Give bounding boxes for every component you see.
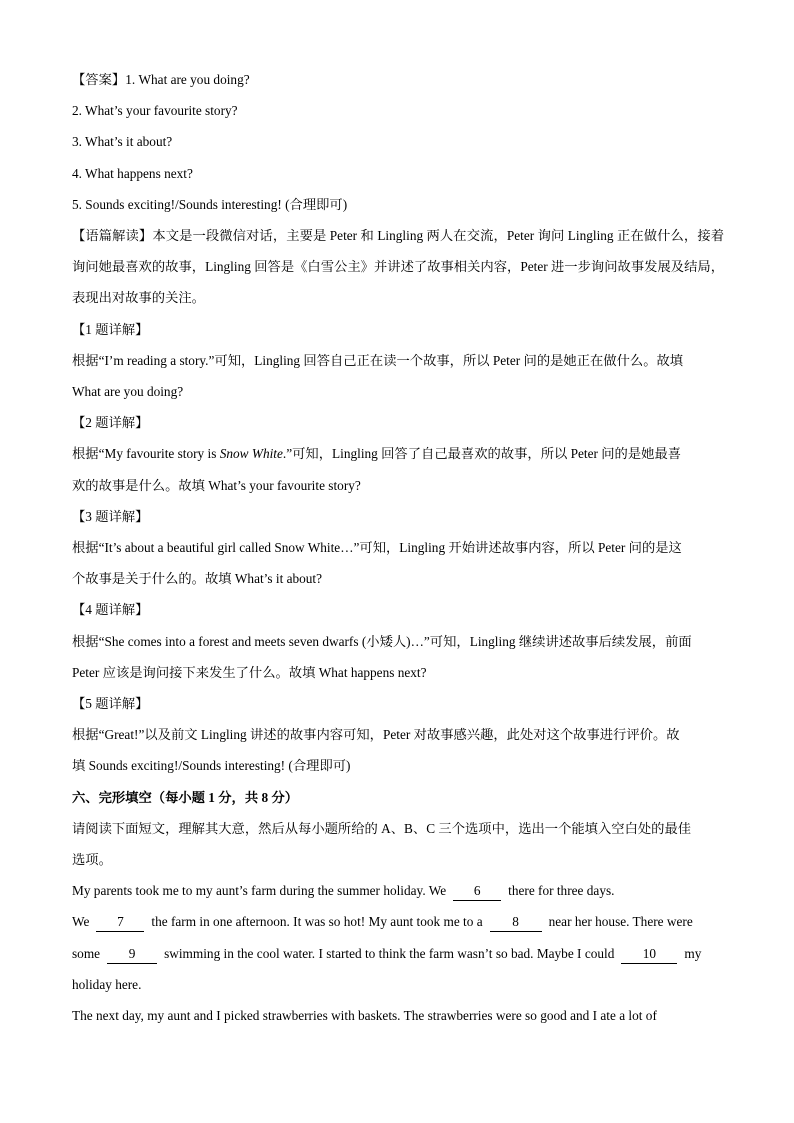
detail-3-heading: 【3 题详解】 (72, 508, 149, 524)
detail-4-heading: 【4 题详解】 (72, 602, 149, 618)
passage-line-2 (72, 906, 724, 937)
passage-text: some (72, 945, 101, 961)
passage-text: my (684, 945, 702, 961)
blank-9: 9 (107, 945, 157, 964)
story-title: Snow White (219, 446, 283, 462)
passage-text: there for three days. (508, 883, 615, 899)
detail-5-line-1: 根据“Great!”以及前文 Lingling 讲述的故事内容可知，Peter 对故事感兴趣，此处对这个故事进行评价。故 (72, 727, 680, 743)
passage-line-1 (72, 875, 724, 906)
detail-1-line-1: 根据“I’m reading a story.”可知，Lingling 回答自己正在读一个故事，所以 Peter 问的是她正在做什么。故填 (72, 352, 684, 368)
detail-2-text: 根据“My favourite story is (72, 446, 220, 462)
answer-4: 4. What happens next? (72, 165, 193, 181)
instruction-line-1: 请阅读下面短文，理解其大意，然后从每小题所给的 A、B、C 三个选项中，选出一个能填入空白处的最佳 (72, 820, 692, 836)
passage-line-3 (72, 938, 724, 969)
answer-5: 5. Sounds exciting!/Sounds interesting! (合理即可) (72, 196, 348, 212)
instruction-line-2: 选项。 (72, 852, 112, 868)
detail-2-text-cont: .”可知，Lingling 回答了自己最喜欢的故事，所以 Peter 问的是她最喜 (282, 446, 682, 462)
answer-1: 1. What are you doing? (125, 72, 250, 87)
detail-5-heading: 【5 题详解】 (72, 696, 149, 712)
detail-2-line-2: 欢的故事是什么。故填 What’s your favourite story? (72, 477, 361, 493)
passage-text: near her house. There were (548, 914, 693, 930)
detail-4-line-1: 根据“She comes into a forest and meets seven dwarfs (小矮人)…”可知，Lingling 继续讲述故事后续发展，前面 (72, 633, 692, 649)
detail-5-line-2: 填 Sounds exciting!/Sounds interesting! (合理即可) (72, 758, 351, 774)
document-content (72, 64, 724, 1031)
detail-3-line-2: 个故事是关于什么的。故填 What’s it about? (72, 571, 323, 587)
blank-7: 7 (96, 913, 144, 932)
detail-1-line-2: What are you doing? (72, 384, 184, 400)
passage-line-4: holiday here. (72, 976, 142, 992)
passage-text: the farm in one afternoon. It was so hot! My aunt took me to a (151, 914, 483, 930)
blank-10: 10 (621, 945, 677, 964)
detail-2-line-1 (72, 438, 724, 469)
analysis-text: 本文是一段微信对话，主要是 Peter 和 Lingling 两人在交流，Peter 询问 Lingling 正在做什么，接着询问她最喜欢的故事，Lingling 回答是《白雪公主》并讲述了故事相关内容，Peter 进一步询问故事发展及结局，表现出对故事的关注。 (72, 228, 724, 306)
answer-3: 3. What’s it about? (72, 134, 173, 150)
answer-line-1 (72, 64, 724, 95)
blank-8: 8 (490, 913, 542, 932)
blank-6: 6 (453, 882, 501, 901)
detail-3-line-1: 根据“It’s about a beautiful girl called Snow White…”可知，Lingling 开始讲述故事内容，所以 Peter 问的是这 (72, 540, 682, 556)
analysis-paragraph (72, 220, 724, 314)
analysis-label: 【语篇解读】 (72, 228, 153, 244)
section-title: 六、完形填空（每小题 1 分，共 8 分） (72, 789, 299, 805)
answer-2: 2. What’s your favourite story? (72, 103, 238, 119)
detail-4-line-2: Peter 应该是询问接下来发生了什么。故填 What happens next? (72, 664, 427, 680)
passage-text: My parents took me to my aunt’s farm during the summer holiday. We (72, 883, 447, 899)
passage-text: We (72, 914, 90, 930)
detail-1-heading: 【1 题详解】 (72, 321, 149, 337)
detail-2-heading: 【2 题详解】 (72, 415, 149, 431)
passage-line-5: The next day, my aunt and I picked strawberries with baskets. The strawberries were so good and I ate a lot of (72, 1008, 657, 1024)
passage-text: swimming in the cool water. I started to think the farm wasn’t so bad. Maybe I could (164, 945, 615, 961)
answer-label: 【答案】 (72, 72, 126, 87)
